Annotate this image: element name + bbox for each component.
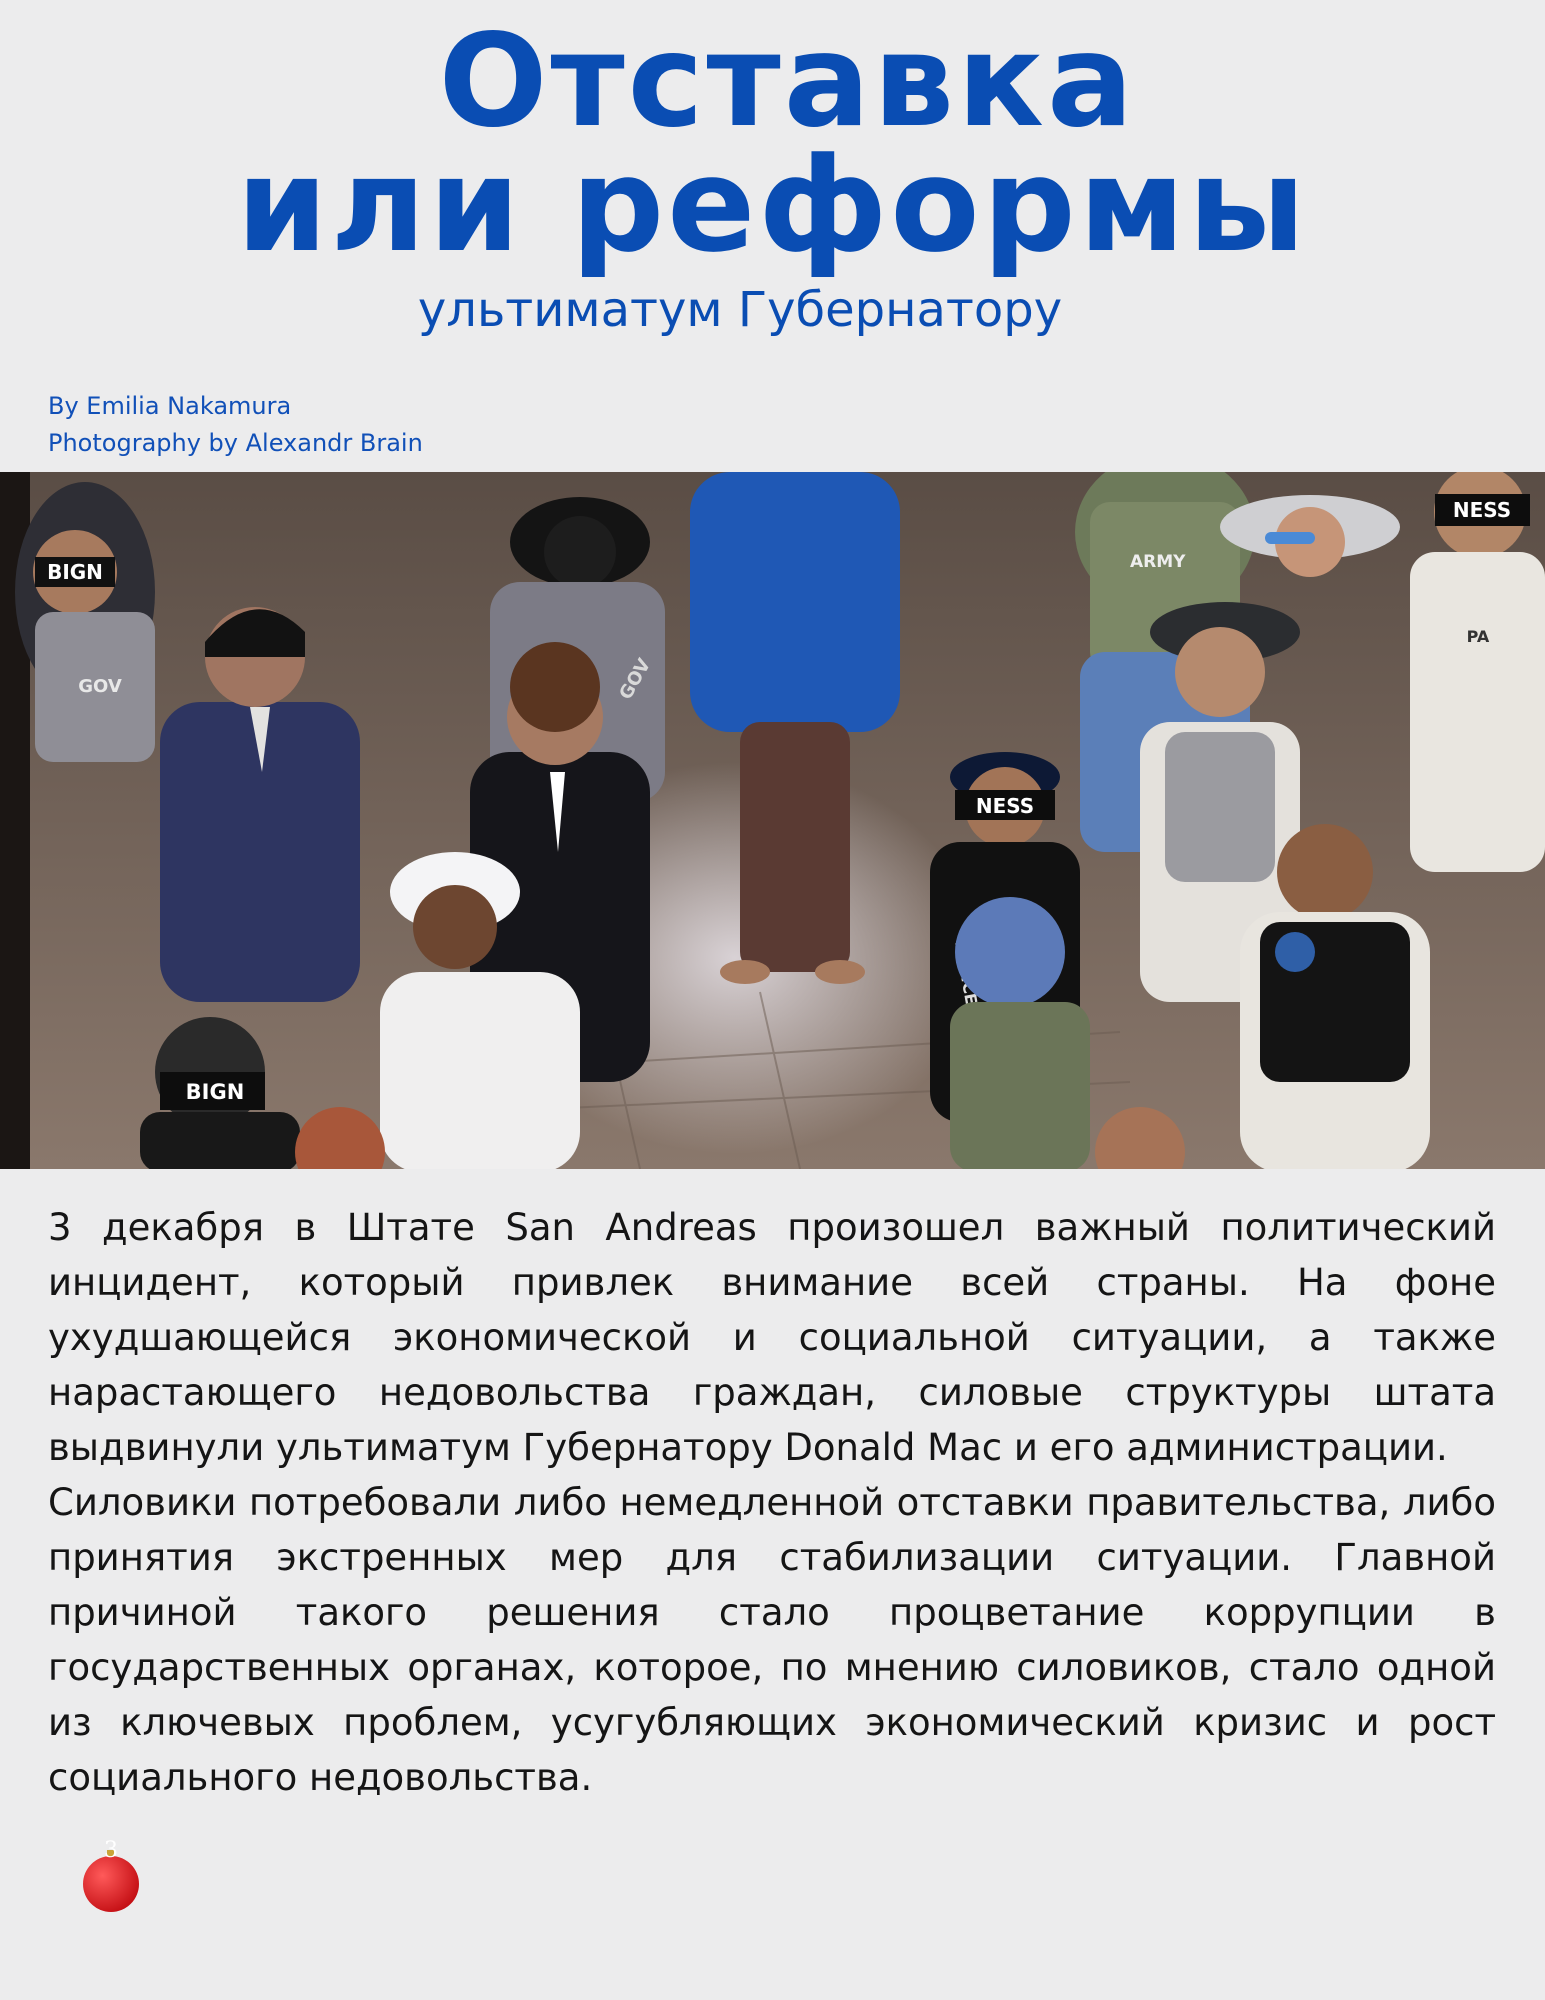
mask-label-4: BIGN [185, 1080, 245, 1104]
mask-label-1: BIGN [47, 560, 103, 584]
subheadline: ультиматум Губернатору [417, 282, 1063, 338]
vest-label-1: GOV [78, 676, 122, 697]
mask-label-2: NESS [1452, 498, 1512, 522]
article-paragraph-2: Силовики потребовали либо немедленной отставки правительства, либо принятия экстренных мер для стабилизации ситуации. Главной причиной такого решения стало процветание коррупции в государственных органах, которое, по мнению силовиков, стало одной из ключевых проблем, усугубляющих экономический кризис и рост социального недовольства. [48, 1481, 1496, 1799]
crowd-scene-illustration [0, 472, 1545, 1169]
mask-label-3: NESS [975, 794, 1035, 818]
article-body [48, 1200, 1496, 1805]
article-photo [0, 472, 1545, 1169]
headline-line-2: или реформы [236, 129, 1309, 281]
author-byline: By Emilia Nakamura [48, 392, 292, 420]
vest-label-3: ARMY [1130, 552, 1186, 572]
page-number: 3 [104, 1838, 118, 1863]
headline-line-1: Отставка [438, 7, 1137, 156]
photo-credit: Photography by Alexandr Brain [48, 429, 423, 457]
vest-label-4: PA [1466, 627, 1490, 646]
vest-label-2: GOV [615, 655, 656, 704]
credits-block [48, 388, 423, 462]
article-paragraph-1: 3 декабря в Штате San Andreas произошел важный политический инцидент, который привлек внимание всей страны. На фоне ухудшающейся экономической и социальной ситуации, а также нарастающего недовольства граждан, силовые структуры штата выдвинули ультиматум Губернатору Donald Mac и его администрации. [48, 1206, 1496, 1469]
